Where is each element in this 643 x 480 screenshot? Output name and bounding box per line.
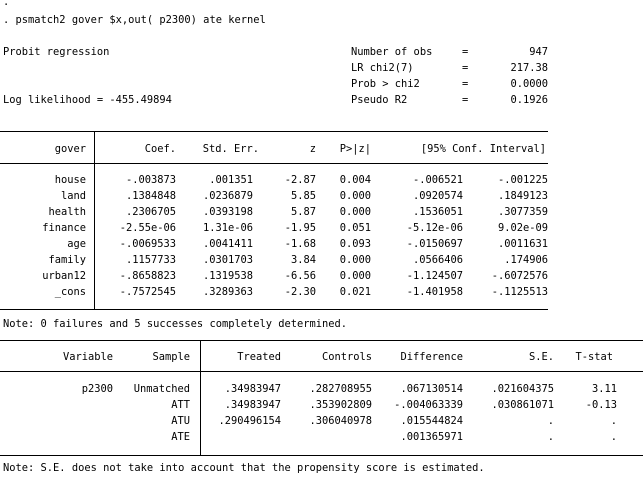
row-variable: health xyxy=(48,206,86,218)
column-header: P>|z| xyxy=(339,143,371,155)
match-bottom-rule xyxy=(0,455,643,456)
std-err-value: .0041411 xyxy=(202,238,253,250)
p-value: 0.021 xyxy=(339,286,371,298)
ci-upper-value: .1849123 xyxy=(497,190,548,202)
column-header: Std. Err. xyxy=(202,143,259,155)
probit-title: Probit regression xyxy=(3,46,110,58)
match-top-rule xyxy=(0,340,643,341)
difference-value: .001365971 xyxy=(400,431,463,443)
std-err-value: .0301703 xyxy=(202,254,253,266)
match-separator xyxy=(200,340,201,455)
z-value: -2.87 xyxy=(284,174,316,186)
row-variable: finance xyxy=(42,222,86,234)
coef-value: -2.55e-06 xyxy=(119,222,176,234)
t-stat-value: . xyxy=(610,431,617,443)
p-value: 0.000 xyxy=(339,206,371,218)
t-stat-value: 3.11 xyxy=(591,383,617,395)
p-value: 0.000 xyxy=(339,270,371,282)
match-sample: ATT xyxy=(171,399,190,411)
match-sample: Unmatched xyxy=(133,383,190,395)
ci-upper-value: .174906 xyxy=(504,254,548,266)
stat-value: 947 xyxy=(529,46,548,58)
stat-label: LR chi2(7) xyxy=(351,62,414,74)
z-value: 3.84 xyxy=(290,254,316,266)
row-variable: house xyxy=(54,174,86,186)
ci-lower-value: -.006521 xyxy=(412,174,463,186)
se-value: .021604375 xyxy=(491,383,554,395)
command-line: . psmatch2 gover $x,out( p2300) ate kernel xyxy=(3,14,266,26)
difference-value: -.004063339 xyxy=(394,399,463,411)
match-column-header: Treated xyxy=(237,351,281,363)
ci-lower-value: .1536051 xyxy=(412,206,463,218)
z-value: -1.68 xyxy=(284,238,316,250)
std-err-value: .3289363 xyxy=(202,286,253,298)
treated-value: .34983947 xyxy=(224,383,281,395)
output-dot: . xyxy=(3,0,10,8)
p-value: 0.000 xyxy=(339,254,371,266)
t-stat-value: . xyxy=(610,415,617,427)
difference-value: .067130514 xyxy=(400,383,463,395)
std-err-value: 1.31e-06 xyxy=(202,222,253,234)
column-header: [95% Conf. Interval] xyxy=(420,143,546,155)
table-separator xyxy=(94,131,95,163)
match-column-header: Difference xyxy=(400,351,463,363)
ci-lower-value: -5.12e-06 xyxy=(406,222,463,234)
coef-value: -.8658823 xyxy=(119,270,176,282)
ci-lower-value: .0920574 xyxy=(412,190,463,202)
match-column-header: Sample xyxy=(152,351,190,363)
ci-upper-value: .0011631 xyxy=(497,238,548,250)
z-value: -6.56 xyxy=(284,270,316,282)
p-value: 0.051 xyxy=(339,222,371,234)
match-header-rule xyxy=(0,371,643,372)
stat-equals: = xyxy=(462,46,469,58)
match-sample: ATE xyxy=(171,431,190,443)
stat-value: 217.38 xyxy=(510,62,548,74)
row-variable: land xyxy=(60,190,86,202)
table-separator xyxy=(94,163,95,309)
stat-label: Prob > chi2 xyxy=(351,78,420,90)
z-value: -1.95 xyxy=(284,222,316,234)
z-value: 5.87 xyxy=(290,206,316,218)
row-variable: family xyxy=(48,254,86,266)
match-column-header: Variable xyxy=(62,351,113,363)
controls-value: .306040978 xyxy=(309,415,372,427)
stat-equals: = xyxy=(462,62,469,74)
p-value: 0.093 xyxy=(339,238,371,250)
std-err-value: .001351 xyxy=(209,174,253,186)
stat-value: 0.1926 xyxy=(510,94,548,106)
ci-lower-value: -1.124507 xyxy=(406,270,463,282)
stat-equals: = xyxy=(462,94,469,106)
ci-lower-value: -.0150697 xyxy=(406,238,463,250)
se-value: .030861071 xyxy=(491,399,554,411)
treated-value: .290496154 xyxy=(218,415,281,427)
coef-value: -.0069533 xyxy=(119,238,176,250)
z-value: -2.30 xyxy=(284,286,316,298)
match-note: Note: S.E. does not take into account that the propensity score is estimated. xyxy=(3,462,485,474)
z-value: 5.85 xyxy=(290,190,316,202)
ci-upper-value: -.6072576 xyxy=(491,270,548,282)
coef-value: -.003873 xyxy=(125,174,176,186)
ci-upper-value: 9.02e-09 xyxy=(497,222,548,234)
match-column-header: T-stat xyxy=(575,351,613,363)
std-err-value: .1319538 xyxy=(202,270,253,282)
row-variable: age xyxy=(67,238,86,250)
ci-upper-value: -.001225 xyxy=(497,174,548,186)
stat-value: 0.0000 xyxy=(510,78,548,90)
ci-upper-value: .3077359 xyxy=(497,206,548,218)
match-sample: ATU xyxy=(171,415,190,427)
ci-lower-value: .0566406 xyxy=(412,254,463,266)
ci-lower-value: -1.401958 xyxy=(406,286,463,298)
controls-value: .282708955 xyxy=(309,383,372,395)
treated-value: .34983947 xyxy=(224,399,281,411)
match-variable: p2300 xyxy=(81,383,113,395)
std-err-value: .0393198 xyxy=(202,206,253,218)
table-bottom-rule xyxy=(0,309,548,310)
row-variable: urban12 xyxy=(42,270,86,282)
coef-value: .1157733 xyxy=(125,254,176,266)
stat-equals: = xyxy=(462,78,469,90)
header-rule xyxy=(0,163,548,164)
coef-value: .1384848 xyxy=(125,190,176,202)
t-stat-value: -0.13 xyxy=(585,399,617,411)
log-likelihood: Log likelihood = -455.49894 xyxy=(3,94,172,106)
coef-value: .2306705 xyxy=(125,206,176,218)
column-header: gover xyxy=(54,143,86,155)
match-column-header: Controls xyxy=(321,351,372,363)
column-header: z xyxy=(309,143,316,155)
p-value: 0.004 xyxy=(339,174,371,186)
se-value: . xyxy=(547,431,554,443)
p-value: 0.000 xyxy=(339,190,371,202)
std-err-value: .0236879 xyxy=(202,190,253,202)
column-header: Coef. xyxy=(144,143,176,155)
se-value: . xyxy=(547,415,554,427)
probit-note: Note: 0 failures and 5 successes completely determined. xyxy=(3,318,348,330)
controls-value: .353902809 xyxy=(309,399,372,411)
stat-label: Number of obs xyxy=(351,46,433,58)
row-variable: _cons xyxy=(54,286,86,298)
table-top-rule xyxy=(0,131,548,132)
match-column-header: S.E. xyxy=(528,351,554,363)
ci-upper-value: -.1125513 xyxy=(491,286,548,298)
coef-value: -.7572545 xyxy=(119,286,176,298)
stat-label: Pseudo R2 xyxy=(351,94,408,106)
difference-value: .015544824 xyxy=(400,415,463,427)
